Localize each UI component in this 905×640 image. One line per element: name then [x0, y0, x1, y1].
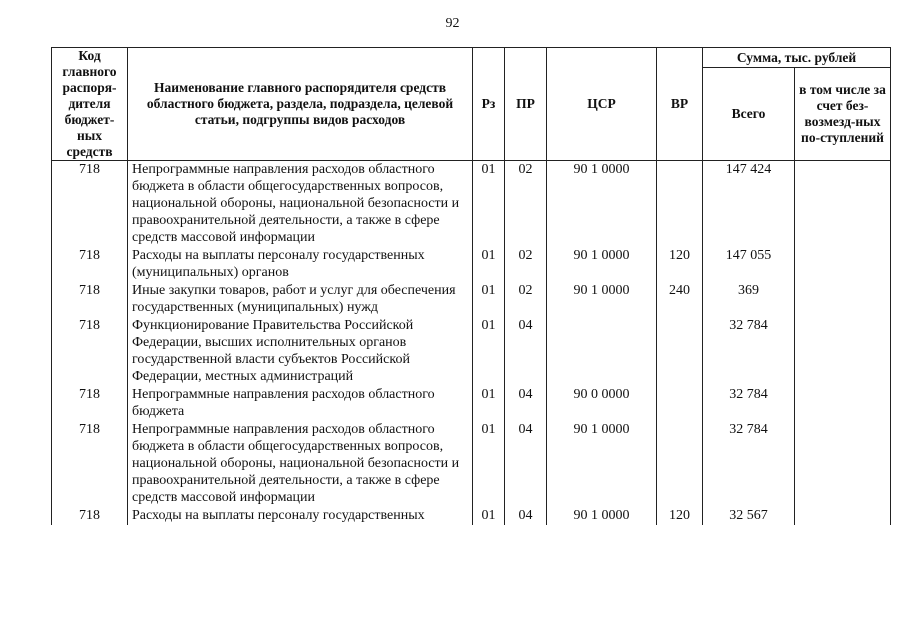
- cell-csr: 90 0 0000: [547, 386, 657, 421]
- cell-code: 718: [52, 421, 128, 507]
- cell-vr: [657, 386, 703, 421]
- cell-incl: [795, 421, 891, 507]
- cell-csr: 90 1 0000: [547, 421, 657, 507]
- header-rz: Рз: [473, 48, 505, 161]
- header-total: Всего: [703, 68, 795, 161]
- cell-name: Непрограммные направления расходов областного бюджета в области общегосударственных вопросов, национальной обороны, национальной безопасности и правоохранительной деятельности, а также в сфере средств массовой информации: [128, 161, 473, 248]
- cell-rz: 01: [473, 317, 505, 386]
- cell-vr: 120: [657, 507, 703, 525]
- cell-vr: [657, 421, 703, 507]
- cell-csr: 90 1 0000: [547, 507, 657, 525]
- table-body: [52, 161, 891, 526]
- cell-pr: 04: [505, 507, 547, 525]
- header-name: Наименование главного распорядителя средств областного бюджета, раздела, подраздела, целевой статьи, подгруппы видов расходов: [128, 48, 473, 161]
- cell-code: 718: [52, 386, 128, 421]
- cell-vr: [657, 317, 703, 386]
- cell-name: Расходы на выплаты персоналу государственных: [128, 507, 473, 525]
- cell-incl: [795, 386, 891, 421]
- cell-rz: 01: [473, 421, 505, 507]
- cell-pr: 02: [505, 161, 547, 248]
- cell-rz: 01: [473, 247, 505, 282]
- cell-total: 32 784: [703, 386, 795, 421]
- cell-total: 32 784: [703, 421, 795, 507]
- cell-pr: 02: [505, 282, 547, 317]
- cell-code: 718: [52, 161, 128, 248]
- cell-total: 32 784: [703, 317, 795, 386]
- page-number: 92: [445, 16, 460, 31]
- header-sum-group: Сумма, тыс. рублей: [703, 48, 891, 68]
- cell-code: 718: [52, 282, 128, 317]
- cell-csr: 90 1 0000: [547, 161, 657, 248]
- cell-csr: 90 1 0000: [547, 282, 657, 317]
- cell-vr: 120: [657, 247, 703, 282]
- cell-code: 718: [52, 507, 128, 525]
- cell-pr: 04: [505, 386, 547, 421]
- cell-name: Функционирование Правительства Российской Федерации, высших исполнительных органов государственной власти субъектов Российской Федерации, местных администраций: [128, 317, 473, 386]
- table-row: [52, 161, 891, 248]
- cell-code: 718: [52, 317, 128, 386]
- header-vr: ВР: [657, 48, 703, 161]
- cell-name: Непрограммные направления расходов областного бюджета: [128, 386, 473, 421]
- cell-name: Расходы на выплаты персоналу государственных (муниципальных) органов: [128, 247, 473, 282]
- cell-pr: 04: [505, 317, 547, 386]
- cell-incl: [795, 247, 891, 282]
- cell-incl: [795, 282, 891, 317]
- cell-rz: 01: [473, 507, 505, 525]
- header-csr: ЦСР: [547, 48, 657, 161]
- cell-incl: [795, 161, 891, 248]
- cell-rz: 01: [473, 282, 505, 317]
- cell-name: Иные закупки товаров, работ и услуг для обеспечения государственных (муниципальных) нужд: [128, 282, 473, 317]
- cell-rz: 01: [473, 386, 505, 421]
- table-row: [52, 507, 891, 525]
- cell-incl: [795, 507, 891, 525]
- header-pr: ПР: [505, 48, 547, 161]
- cell-incl: [795, 317, 891, 386]
- cell-vr: [657, 161, 703, 248]
- cell-total: 147 424: [703, 161, 795, 248]
- table-row: [52, 386, 891, 421]
- table-row: [52, 317, 891, 386]
- cell-csr: 90 1 0000: [547, 247, 657, 282]
- budget-table: [51, 47, 891, 525]
- header-incl: в том числе за счет без-возмезд-ных по-ступлений: [795, 68, 891, 161]
- cell-name: Непрограммные направления расходов областного бюджета в области общегосударственных вопросов, национальной обороны, национальной безопасности и правоохранительной деятельности, а также в сфере средств массовой информации: [128, 421, 473, 507]
- table-header: [52, 48, 891, 161]
- cell-total: 369: [703, 282, 795, 317]
- cell-code: 718: [52, 247, 128, 282]
- cell-rz: 01: [473, 161, 505, 248]
- table-row: [52, 421, 891, 507]
- table-row: [52, 282, 891, 317]
- table-row: [52, 247, 891, 282]
- cell-pr: 02: [505, 247, 547, 282]
- cell-total: 147 055: [703, 247, 795, 282]
- cell-total: 32 567: [703, 507, 795, 525]
- cell-pr: 04: [505, 421, 547, 507]
- cell-vr: 240: [657, 282, 703, 317]
- header-code: Код главного распоря-дителя бюджет-ных средств: [52, 48, 128, 161]
- cell-csr: [547, 317, 657, 386]
